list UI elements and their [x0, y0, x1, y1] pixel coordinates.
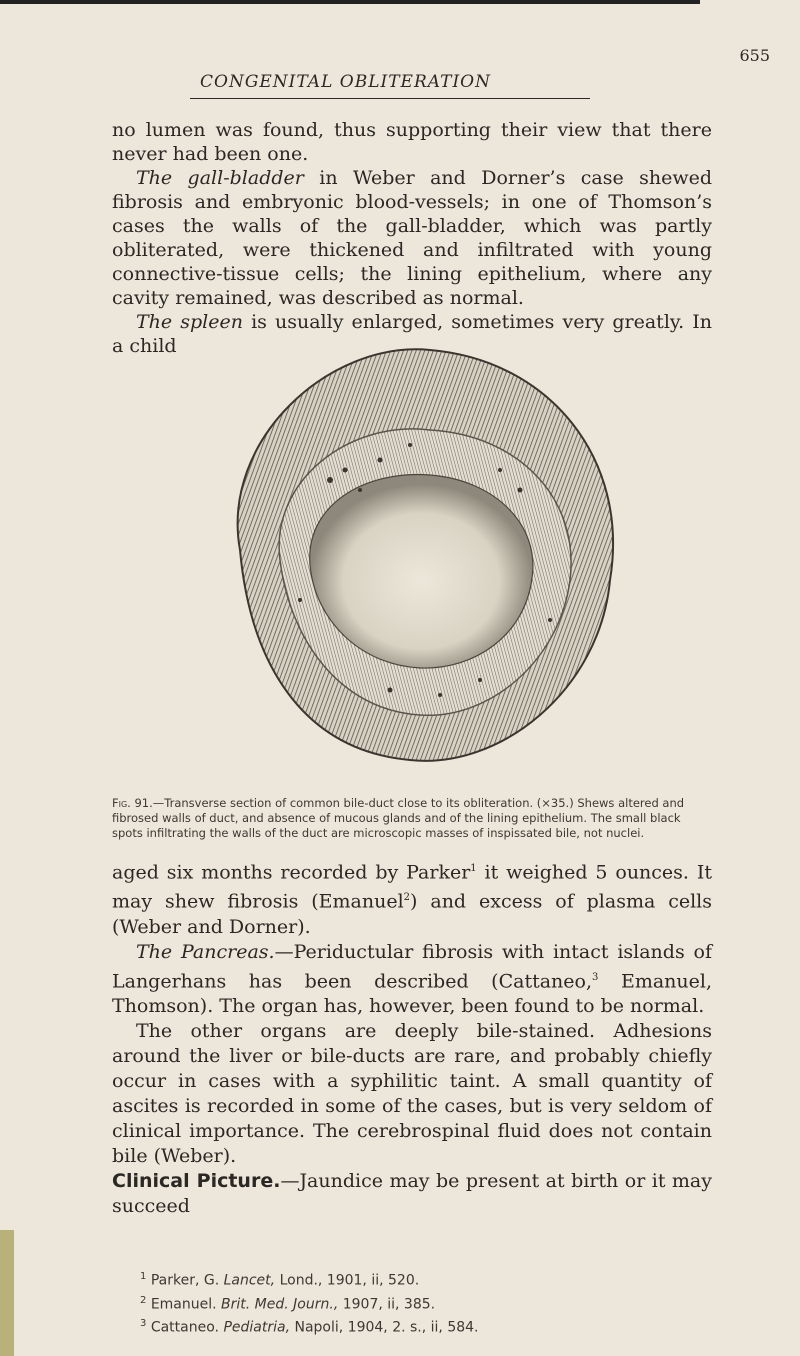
running-head: CONGENITAL OBLITERATION — [200, 72, 491, 92]
figure-caption — [112, 796, 712, 841]
term-gall-bladder: The gall-bladder — [136, 167, 304, 189]
term-spleen: The spleen — [136, 311, 243, 333]
footnotes — [140, 1267, 700, 1338]
body-text-bottom — [112, 856, 712, 1219]
paragraph-gall-bladder: The gall-bladder in Weber and Dorner’s case shewed fibrosis and embryonic blood-vessels; in one of Thomson’s cases the walls of the gall-bladder, which was partly obliterated, were thickened and infiltrated with young connective-tissue cells; the lining epithelium, where any cavity remained, was described as normal. — [112, 167, 712, 309]
paragraph-pancreas: The Pancreas.—Periductular fibrosis with intact islands of Langerhans has been described (Cattaneo,$^3$ Emanuel, Thomson). The organ has, however, been found to be normal. — [112, 940, 713, 1017]
figure-caption-text: —Transverse section of common bile-duct close to its obliteration. (×35.) Shews altered and fibrosed walls of duct, and absence of mucous glands and of the lining epithelium. The small black spots infiltrating the walls of the duct are microscopic masses of inspissated bile, not nuclei. — [112, 796, 685, 840]
footnote-ref-2: 2 — [403, 892, 411, 904]
footnote-ref-3: 3 — [592, 971, 599, 983]
bile-duct-section-illustration — [180, 320, 650, 780]
heading-clinical-picture: Clinical Picture. — [112, 1169, 281, 1192]
binding-edge — [0, 1230, 14, 1356]
paragraph-parker: aged six months recorded by Parker$^1$ it weighed 5 ounces. It may shew fibrosis (Emanuel$^2$) and excess of plasma cells (Weber and Dorner). — [112, 861, 713, 938]
footnote-2: $^2$ Emanuel. Brit. Med. Journ., 1907, ii, 385. — [140, 1294, 436, 1313]
footnote-3: $^3$ Cattaneo. Pediatria, Napoli, 1904, 2. s., ii, 584. — [140, 1318, 479, 1336]
top-edge-line — [0, 0, 700, 4]
page-number: 655 — [739, 46, 770, 65]
figure-label: Fig. 91. — [112, 796, 153, 810]
paragraph-other-organs: The other organs are deeply bile-stained. Adhesions around the liver or bile-ducts are rare, and probably chiefly occur in cases with a syphilitic taint. A small quantity of ascites is recorded in some of the cases, but is very seldom of clinical importance. The cerebrospinal fluid does not contain bile (Weber). — [112, 1019, 712, 1167]
term-pancreas: The Pancreas. — [136, 940, 275, 963]
footnote-1: $^1$ Parker, G. Lancet, Lond., 1901, ii, 520. — [140, 1271, 420, 1289]
footnote-ref-1: 1 — [470, 863, 477, 874]
micrograph-figure — [180, 320, 650, 780]
paragraph-lumen: no lumen was found, thus supporting their view that there never had been one. — [112, 119, 712, 165]
paragraph-clinical-picture: Clinical Picture.—Jaundice may be present at birth or it may succeed — [112, 1169, 712, 1217]
header-rule — [190, 98, 590, 99]
paragraph-spleen: The spleen is usually enlarged, sometimes very greatly. In a child — [112, 311, 712, 357]
